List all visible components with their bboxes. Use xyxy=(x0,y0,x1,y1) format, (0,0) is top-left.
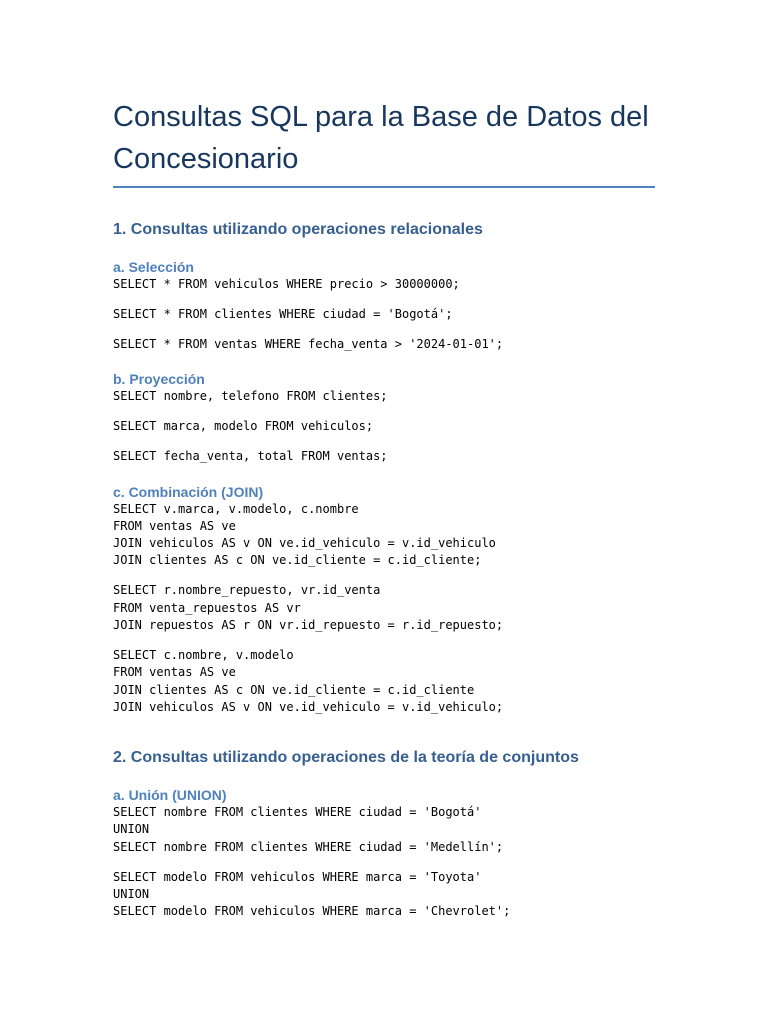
sql-query: SELECT modelo FROM vehiculos WHERE marca = 'Toyota' UNION SELECT modelo FROM vehiculos WHERE marca = 'Chevrolet'; xyxy=(113,869,511,919)
subsection-heading-union: a. Unión (UNION) xyxy=(113,787,227,804)
sql-query: SELECT c.nombre, v.modelo FROM ventas AS ve JOIN clientes AS c ON ve.id_cliente = c.id_cliente JOIN vehiculos AS v ON ve.id_vehiculo = v.id_vehiculo; xyxy=(113,647,504,714)
document-page xyxy=(113,96,655,921)
subsection-heading-proyeccion: b. Proyección xyxy=(113,371,205,388)
sql-query: SELECT * FROM vehiculos WHERE precio > 30000000; xyxy=(113,277,460,291)
subsection-heading-seleccion: a. Selección xyxy=(113,259,194,275)
subsection-heading-join: c. Combinación (JOIN) xyxy=(113,483,264,500)
sql-query: SELECT fecha_venta, total FROM ventas; xyxy=(113,449,388,464)
section-heading-set-theory: 2. Consultas utilizando operaciones de la teoría de conjuntos xyxy=(113,749,579,767)
section-heading-relational: 1. Consultas utilizando operaciones relacionales xyxy=(113,221,483,238)
sql-query: SELECT * FROM clientes WHERE ciudad = 'Bogotá'; xyxy=(113,306,453,321)
sql-query: SELECT r.nombre_repuesto, vr.id_venta FROM venta_repuestos AS vr JOIN repuestos AS r ON vr.id_repuesto = r.id_repuesto; xyxy=(113,583,504,632)
sql-query: SELECT v.marca, v.modelo, c.nombre FROM ventas AS ve JOIN vehiculos AS v ON ve.id_vehiculo = v.id_vehiculo JOIN clientes AS c ON ve.id_cliente = c.id_cliente; xyxy=(113,501,496,568)
sql-query: SELECT nombre, telefono FROM clientes; xyxy=(113,389,388,404)
sql-query: SELECT nombre FROM clientes WHERE ciudad = 'Bogotá' UNION SELECT nombre FROM clientes WHERE ciudad = 'Medellín'; xyxy=(113,805,504,854)
sql-query: SELECT * FROM ventas WHERE fecha_venta > '2024-01-01'; xyxy=(113,336,504,351)
document-title: Consultas SQL para la Base de Datos del Concesionario xyxy=(113,96,655,188)
sql-query: SELECT marca, modelo FROM vehiculos; xyxy=(113,419,374,434)
